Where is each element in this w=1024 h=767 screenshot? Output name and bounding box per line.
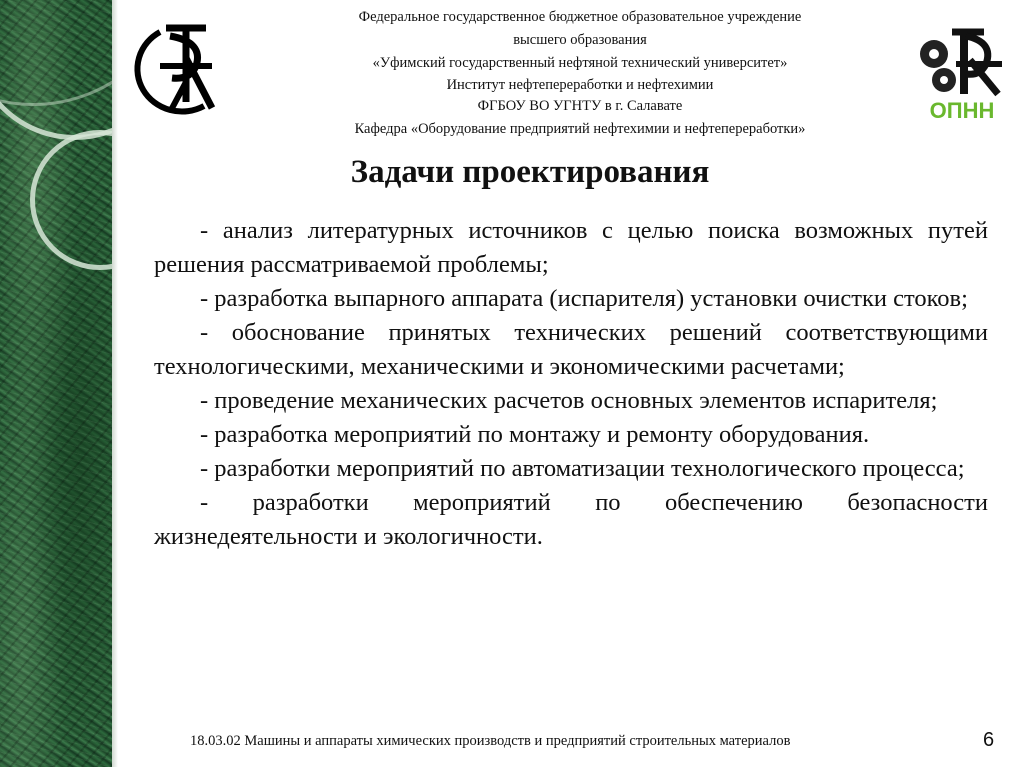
- department-logo-text: ОПНН: [929, 98, 995, 123]
- department-logo: [912, 24, 1012, 124]
- page-number: 6: [983, 729, 995, 751]
- list-item: [154, 452, 988, 486]
- decorative-side-strip: [0, 0, 112, 767]
- strip-edge: [112, 0, 118, 767]
- header-line: высшего образования: [513, 32, 647, 48]
- header-line: ФГБОУ ВО УГНТУ в г. Салавате: [477, 98, 683, 114]
- list-item: [154, 486, 988, 554]
- header-line: «Уфимский государственный нефтяной технический университет»: [372, 55, 788, 71]
- list-item-text: - разработки мероприятий по автоматизации технологического процесса;: [200, 455, 965, 482]
- list-item: [154, 316, 988, 384]
- list-item-text: - проведение механических расчетов основных элементов испарителя;: [200, 387, 938, 414]
- university-logo: [126, 22, 230, 116]
- slide-title: Задачи проектирования: [350, 154, 710, 190]
- list-item: [154, 282, 988, 316]
- list-item: [154, 418, 988, 452]
- list-item: [154, 384, 988, 418]
- list-item-text: - разработка мероприятий по монтажу и ремонту оборудования.: [200, 421, 870, 448]
- institution-header: [250, 6, 910, 141]
- task-list: [154, 214, 988, 554]
- footer-text: 18.03.02 Машины и аппараты химических производств и предприятий строительных материалов: [190, 733, 791, 749]
- list-item-text: - разработка выпарного аппарата (испарителя) установки очистки стоков;: [200, 285, 968, 312]
- header-line: Кафедра «Оборудование предприятий нефтехимии и нефтепереработки»: [354, 121, 806, 137]
- list-item-text: - обоснование принятых технических решений соответствующими технологическими, механическими и экономическими расчетами;: [154, 319, 988, 380]
- list-item: [154, 214, 988, 282]
- list-item-text: - разработки мероприятий по обеспечению безопасности жизнедеятельности и экологичности.: [154, 489, 988, 550]
- header-line: Институт нефтепереработки и нефтехимии: [446, 77, 714, 93]
- header-line: Федеральное государственное бюджетное образовательное учреждение: [358, 9, 802, 25]
- list-item-text: - анализ литературных источников с целью поиска возможных путей решения рассматриваемой проблемы;: [154, 217, 988, 278]
